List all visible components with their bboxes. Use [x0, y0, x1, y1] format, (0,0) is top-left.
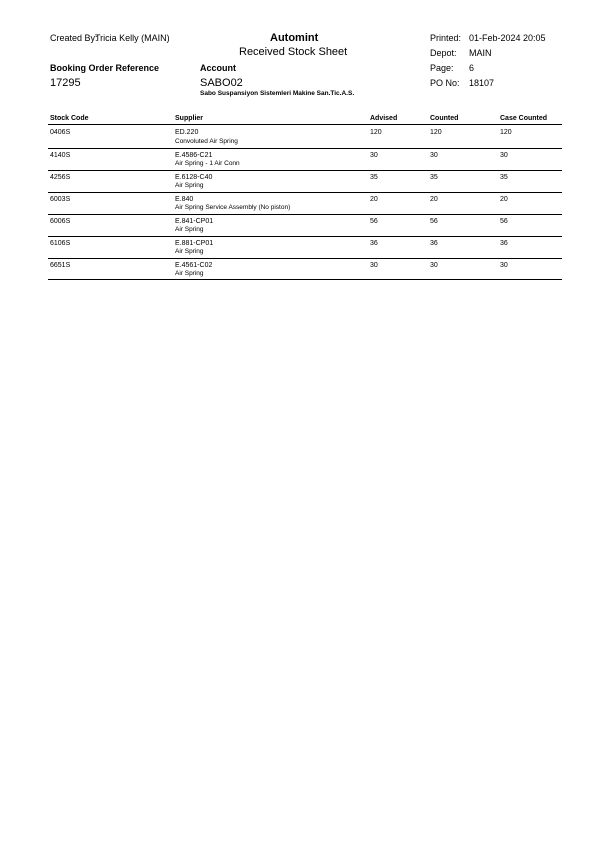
depot-label: Depot: [430, 48, 457, 58]
row-6-counted: 30 [430, 262, 438, 269]
row-6-stock-code: 6651S [50, 262, 71, 269]
row-3-counted: 20 [430, 196, 438, 203]
col-stock-code: Stock Code [50, 115, 89, 122]
row-2-description: Air Spring [175, 182, 204, 189]
row-0-supplier: ED.220 [175, 129, 199, 136]
row-4-description: Air Spring [175, 226, 204, 233]
row-6-supplier: E.4561-C02 [175, 262, 213, 269]
col-supplier: Supplier [175, 115, 204, 122]
row-1-counted: 30 [430, 152, 438, 159]
row-0-stock-code: 0406S [50, 129, 71, 136]
report-title: Received Stock Sheet [239, 46, 348, 58]
col-case-counted: Case Counted [500, 115, 548, 122]
row-3-stock-code: 6003S [50, 196, 71, 203]
printed-label: Printed: [430, 33, 462, 43]
row-0-case-counted: 120 [500, 129, 512, 136]
po-value: 18107 [469, 78, 495, 88]
account-value: SABO02 [200, 77, 243, 89]
row-1-supplier: E.4586-C21 [175, 152, 213, 159]
row-5-counted: 36 [430, 240, 438, 247]
row-6-description: Air Spring [175, 270, 204, 277]
row-0-description: Convoluted Air Spring [175, 138, 238, 145]
row-1-rule [48, 170, 562, 171]
row-4-case-counted: 56 [500, 218, 508, 225]
row-1-stock-code: 4140S [50, 152, 71, 159]
row-3-advised: 20 [370, 196, 378, 203]
row-3-description: Air Spring Service Assembly (No piston) [175, 204, 291, 211]
row-2-counted: 35 [430, 174, 438, 181]
row-4-advised: 56 [370, 218, 378, 225]
row-3-case-counted: 20 [500, 196, 508, 203]
row-5-case-counted: 36 [500, 240, 508, 247]
row-5-advised: 36 [370, 240, 378, 247]
account-name: Sabo Suspansiyon Sistemleri Makine San.Tic.A.S. [200, 90, 355, 97]
depot-value: MAIN [469, 48, 492, 58]
row-2-advised: 35 [370, 174, 378, 181]
header-rule [48, 124, 562, 125]
row-0-advised: 120 [370, 129, 382, 136]
row-5-description: Air Spring [175, 248, 204, 255]
account-label: Account [200, 63, 236, 73]
page-label: Page: [430, 63, 454, 73]
row-5-rule [48, 258, 562, 259]
booking-ref-label: Booking Order Reference [50, 63, 160, 73]
row-6-advised: 30 [370, 262, 378, 269]
created-by-label: Created By: [50, 33, 98, 43]
row-1-description: Air Spring - 1 Air Conn [175, 160, 240, 167]
row-4-supplier: E.841-CP01 [175, 218, 214, 225]
row-2-rule [48, 192, 562, 193]
row-2-supplier: E.6128-C40 [175, 174, 213, 181]
row-3-rule [48, 214, 562, 215]
row-2-case-counted: 35 [500, 174, 508, 181]
row-6-rule [48, 279, 562, 280]
row-5-supplier: E.881-CP01 [175, 240, 214, 247]
row-3-supplier: E.840 [175, 196, 194, 203]
created-by-value: Tricia Kelly (MAIN) [95, 33, 170, 43]
row-4-rule [48, 236, 562, 237]
col-counted: Counted [430, 115, 459, 122]
row-5-stock-code: 6106S [50, 240, 71, 247]
col-advised: Advised [370, 115, 398, 122]
row-0-counted: 120 [430, 129, 442, 136]
row-2-stock-code: 4256S [50, 174, 71, 181]
po-label: PO No: [430, 78, 460, 88]
booking-ref-value: 17295 [50, 77, 81, 89]
page-value: 6 [469, 63, 475, 73]
printed-value: 01-Feb-2024 20:05 [469, 33, 546, 43]
row-4-counted: 56 [430, 218, 438, 225]
row-0-rule [48, 148, 562, 149]
row-1-advised: 30 [370, 152, 378, 159]
company-name: Automint [270, 32, 319, 44]
row-6-case-counted: 30 [500, 262, 508, 269]
row-1-case-counted: 30 [500, 152, 508, 159]
row-4-stock-code: 6006S [50, 218, 71, 225]
